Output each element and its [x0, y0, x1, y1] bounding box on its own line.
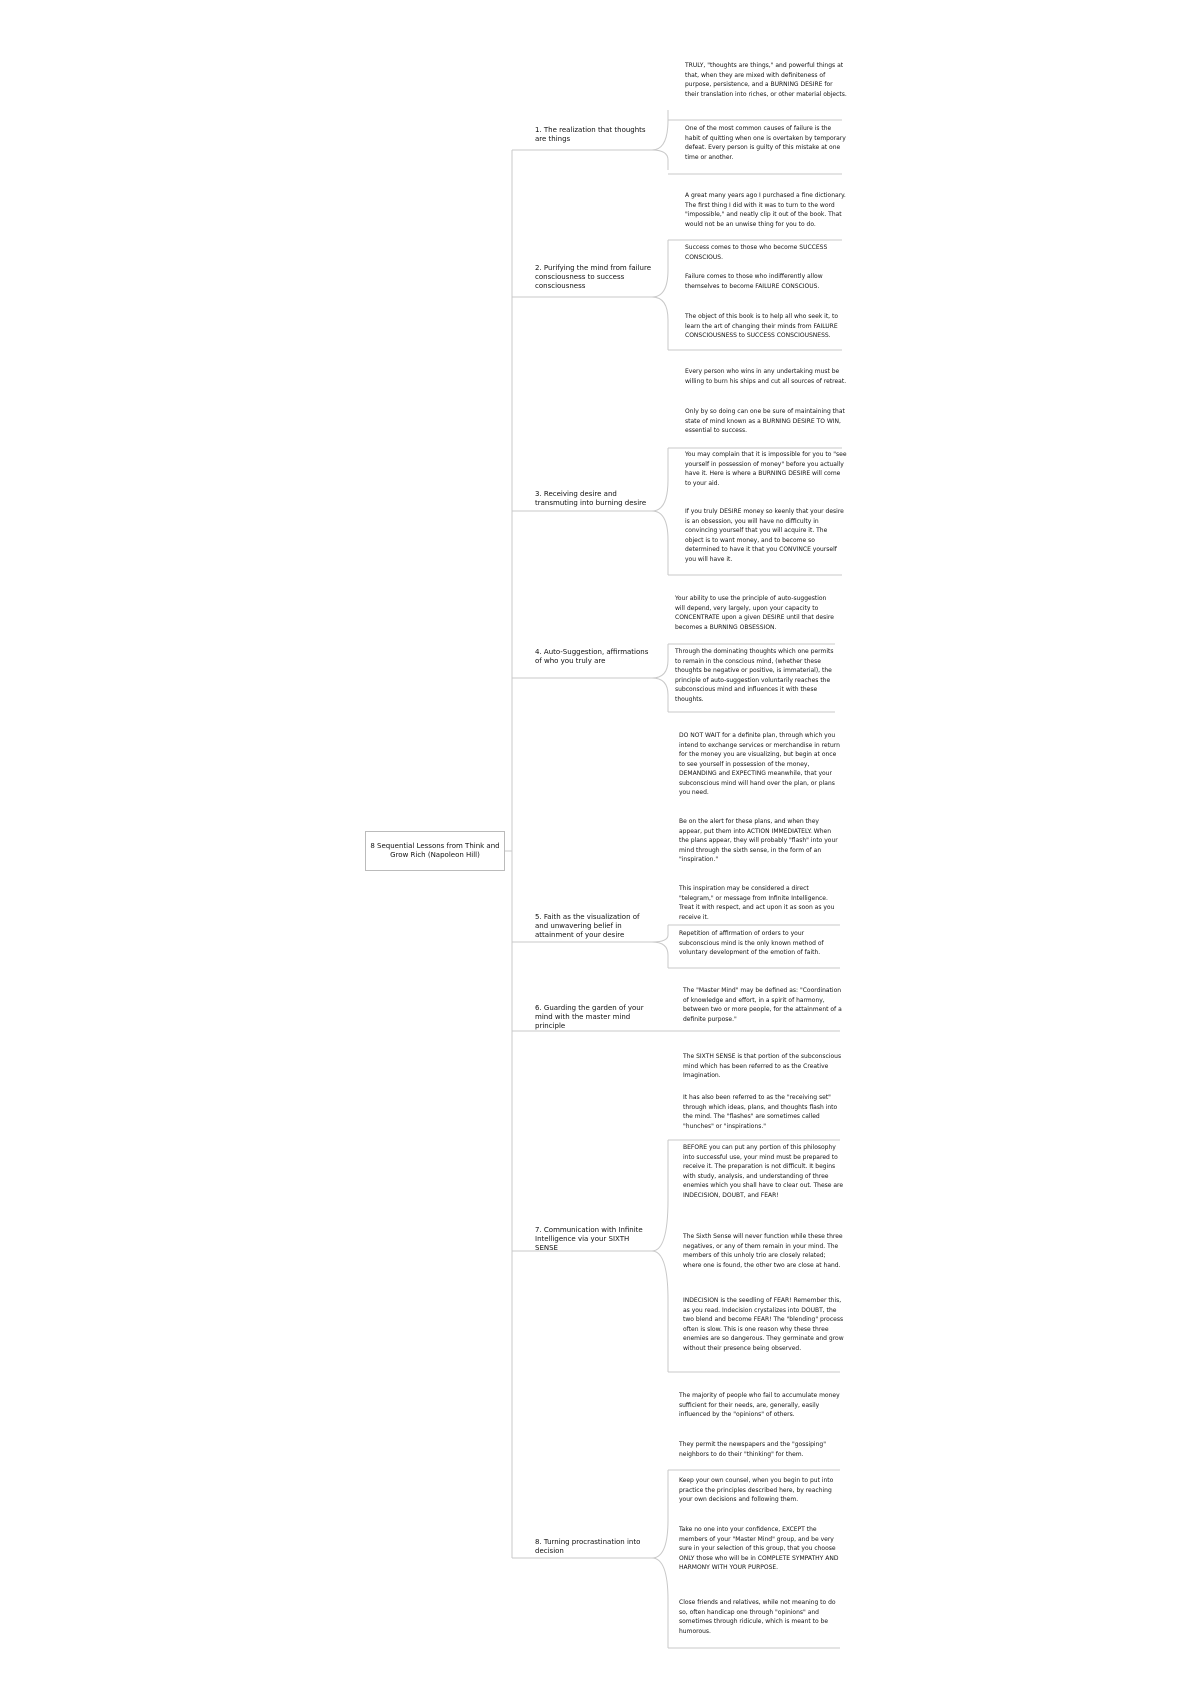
branch-7-note-4: The Sixth Sense will never function while these three negatives, or any of them remain in your mind. The members of this unholy trio are closely related; where one is found, the other two are close at hand.	[683, 1233, 843, 1269]
branch-1-note-1: TRULY, "thoughts are things," and powerful things at that, when they are mixed with definiteness of purpose, persistence, and a BURNING DESIRE for their translation into riches, or other material objects.	[685, 62, 847, 98]
branch-1[interactable]: 1. The realization that thoughts are things	[535, 126, 646, 143]
branch-3-note-2: Only by so doing can one be sure of maintaining that state of mind known as a BURNING DESIRE TO WIN, essential to success.	[685, 408, 845, 434]
branch-5-note-3: This inspiration may be considered a direct "telegram," or message from Infinite Intelligence. Treat it with respect, and act upon it as soon as you receive it.	[679, 885, 835, 921]
branch-2-note-3: Failure comes to those who indifferently allow themselves to become FAILURE CONSCIOUS.	[685, 273, 823, 290]
branch-7[interactable]: 7. Communication with Infinite Intelligence via your SIXTH SENSE	[535, 1226, 643, 1252]
branch-7-note-3: BEFORE you can put any portion of this philosophy into successful use, your mind must be prepared to receive it. The preparation is not difficult. It begins with study, analysis, and understanding of three enemies which you shall have to clear out. These are INDECISION, DOUBT, and FEAR!	[683, 1144, 844, 1199]
branch-8-note-3: Keep your own counsel, when you begin to put into practice the principles described here, by reaching your own decisions and following them.	[679, 1477, 834, 1503]
branch-2-note-2: Success comes to those who become SUCCESS CONSCIOUS.	[685, 244, 828, 261]
branch-4-note-2: Through the dominating thoughts which one permits to remain in the conscious mind, (whether these thoughts be negative or positive, is immaterial), the principle of auto-suggestion voluntarily reaches the subconscious mind and influences it with these thoughts.	[675, 648, 834, 703]
root-topic[interactable]: 8 Sequential Lessons from Think and Grow Rich (Napoleon Hill)	[365, 831, 505, 871]
branch-3[interactable]: 3. Receiving desire and transmuting into burning desire	[535, 490, 647, 507]
branch-5-note-1: DO NOT WAIT for a definite plan, through which you intend to exchange services or merchandise in return for the money you are visualizing, but begin at once to see yourself in possession of the money, DEMANDING and EXPECTING meanwhile, that your subconscious mind will hand over the plan, or plans you need.	[679, 732, 840, 796]
branch-4-note-1: Your ability to use the principle of auto-suggestion will depend, very largely, upon your capacity to CONCENTRATE upon a given DESIRE until that desire becomes a BURNING OBSESSION.	[675, 595, 834, 631]
branch-2[interactable]: 2. Purifying the mind from failure consciousness to success consciousness	[535, 264, 652, 290]
branch-7-note-5: INDECISION is the seedling of FEAR! Remember this, as you read. Indecision crystalizes into DOUBT, the two blend and become FEAR! The "blending" process often is slow. This is one reason why these three enemies are so dangerous. They germinate and grow without their presence being observed.	[683, 1297, 844, 1352]
branch-8-note-1: The majority of people who fail to accumulate money sufficient for their needs, are, generally, easily influenced by the "opinions" of others.	[679, 1392, 840, 1418]
branch-8-note-2: They permit the newspapers and the "gossiping" neighbors to do their "thinking" for them.	[679, 1441, 826, 1458]
branch-3-note-1: Every person who wins in any undertaking must be willing to burn his ships and cut all sources of retreat.	[685, 368, 847, 385]
branch-6-note-1: The "Master Mind" may be defined as: "Coordination of knowledge and effort, in a spirit of harmony, between two or more people, for the attainment of a definite purpose."	[683, 987, 842, 1023]
branch-4[interactable]: 4. Auto-Suggestion, affirmations of who you truly are	[535, 648, 649, 665]
branch-5-note-4: Repetition of affirmation of orders to your subconscious mind is the only known method of voluntary development of the emotion of faith.	[679, 930, 824, 956]
branch-5-note-2: Be on the alert for these plans, and when they appear, put them into ACTION IMMEDIATELY. When the plans appear, they will probably "flash" into your mind through the sixth sense, in the form of an "inspiration."	[679, 818, 838, 863]
branch-5[interactable]: 5. Faith as the visualization of and unwavering belief in attainment of your desire	[535, 913, 640, 939]
branch-2-note-1: A great many years ago I purchased a fine dictionary. The first thing I did with it was to turn to the word "impossible," and neatly clip it out of the book. That would not be an unwise thing for you to do.	[685, 192, 846, 228]
branch-8-note-5: Close friends and relatives, while not meaning to do so, often handicap one through "opinions" and sometimes through ridicule, which is meant to be humorous.	[679, 1599, 836, 1635]
branch-6[interactable]: 6. Guarding the garden of your mind with the master mind principle	[535, 1004, 644, 1030]
branch-1-note-2: One of the most common causes of failure is the habit of quitting when one is overtaken by temporary defeat. Every person is guilty of this mistake at one time or another.	[685, 125, 846, 161]
branch-2-note-4: The object of this book is to help all who seek it, to learn the art of changing their minds from FAILURE CONSCIOUSNESS to SUCCESS CONSCIOUSNESS.	[685, 313, 839, 339]
branch-8-note-4: Take no one into your confidence, EXCEPT the members of your "Master Mind" group, and be very sure in your selection of this group, that you choose ONLY those who will be in COMPLETE SYMPATHY AND HARMONY WITH YOUR PURPOSE.	[679, 1526, 839, 1571]
branch-7-note-1: The SIXTH SENSE is that portion of the subconscious mind which has been referred to as the Creative Imagination.	[683, 1053, 842, 1079]
branch-8[interactable]: 8. Turning procrastination into decision	[535, 1538, 641, 1555]
branch-3-note-4: If you truly DESIRE money so keenly that your desire is an obsession, you will have no difficulty in convincing yourself that you will acquire it. The object is to want money, and to become so determined to have it that you CONVINCE yourself you will have it.	[685, 508, 844, 563]
branch-3-note-3: You may complain that it is impossible for you to "see yourself in possession of money" before you actually have it. Here is where a BURNING DESIRE will come to your aid.	[685, 451, 847, 487]
branch-7-note-2: It has also been referred to as the "receiving set" through which ideas, plans, and thoughts flash into the mind. The "flashes" are sometimes called "hunches" or "inspirations."	[683, 1094, 838, 1130]
